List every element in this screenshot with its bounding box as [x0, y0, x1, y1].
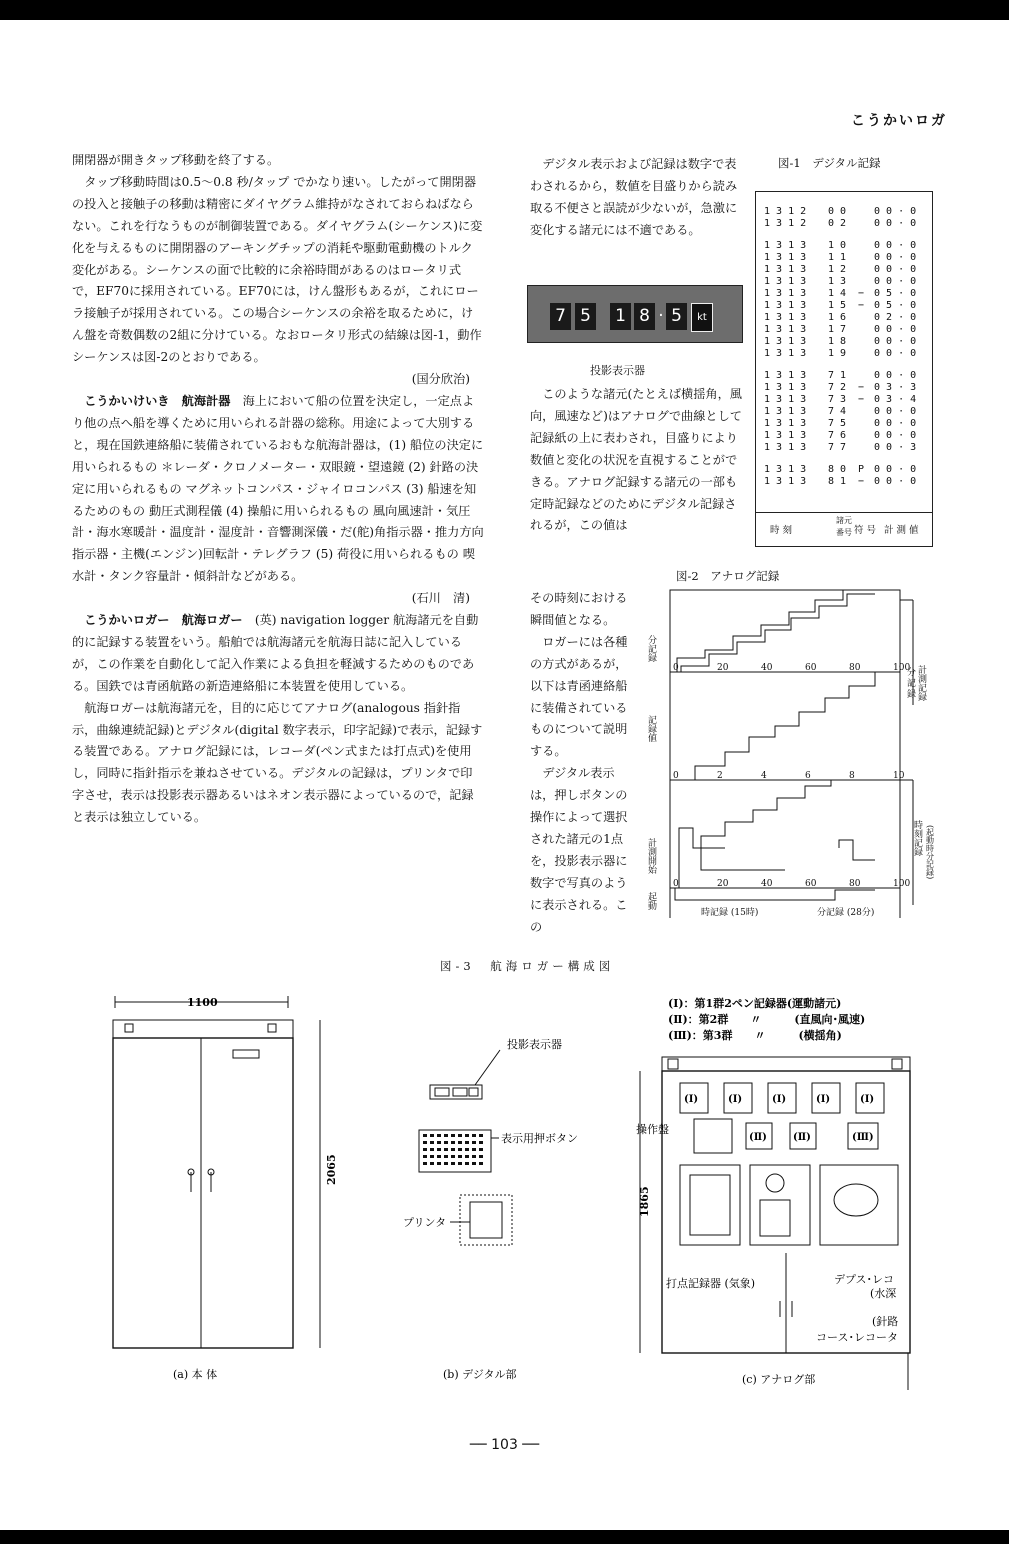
table-cell: 7 6	[828, 430, 847, 441]
display-digit: 8	[634, 303, 655, 330]
table-row	[756, 348, 932, 360]
author-credit: (石川 清)	[411, 591, 470, 606]
label-panel: 操作盤	[636, 1123, 669, 1136]
display-unit: kt	[691, 303, 713, 332]
scale-tick-label: 80	[849, 879, 861, 889]
display-digit: 7	[550, 303, 571, 330]
push-button-mark	[472, 1141, 476, 1144]
text-column-left	[72, 150, 484, 829]
table-cell	[858, 206, 864, 218]
table-cell: 1 2	[828, 264, 847, 275]
table-cell: 1 3	[828, 276, 847, 287]
push-button-mark	[458, 1141, 462, 1144]
push-button-mark	[479, 1148, 483, 1151]
paragraph: 開閉器が開きタップ移動を終了する。	[72, 153, 280, 167]
table-row	[756, 300, 932, 312]
table-cell: 0 0 · 0	[874, 476, 917, 487]
table-cell: 1 6	[828, 312, 847, 323]
scale-tick-label: 40	[761, 663, 773, 673]
table-cell: 1 3 1 3	[764, 252, 807, 263]
table-row	[756, 370, 932, 382]
table-cell: 7 2	[828, 382, 847, 393]
label-right-minute: 分	[907, 668, 917, 678]
push-button-mark	[423, 1148, 427, 1151]
scale-tick-label: 8	[849, 771, 855, 781]
label-right-record: 録	[907, 690, 917, 700]
label-projection-display: 投影表示器	[507, 1038, 562, 1051]
table-cell	[858, 264, 864, 276]
table-cell: 1 0	[828, 240, 847, 251]
table-cell: 0 0 · 0	[874, 430, 917, 441]
table-row	[756, 418, 932, 430]
figure-3-title: 図-3 航海ロガー構成図	[440, 959, 615, 973]
table-row	[756, 394, 932, 406]
box-label: (Ⅰ)	[728, 1094, 743, 1105]
label-minute-record: 分記録	[646, 635, 656, 662]
push-button-mark	[437, 1162, 441, 1165]
scale-tick-label: 2	[717, 771, 723, 781]
table-cell: 1 3 1 3	[764, 370, 807, 381]
push-button-mark	[465, 1141, 469, 1144]
push-button-mark	[430, 1155, 434, 1158]
push-button-mark	[472, 1155, 476, 1158]
table-cell: 0 0 · 0	[874, 348, 917, 359]
table-cell: 1 3 1 3	[764, 276, 807, 287]
scale-tick-label: 100	[893, 663, 911, 673]
push-button-mark	[437, 1141, 441, 1144]
push-button-mark	[458, 1148, 462, 1151]
footer-value: 計 測 値	[884, 525, 919, 536]
scale-tick-label: 10	[893, 771, 905, 781]
push-button-mark	[451, 1141, 455, 1144]
caption-b: (b) デジタル部	[443, 1368, 517, 1381]
table-cell: 0 3 · 3	[874, 382, 917, 393]
table-cell	[858, 430, 864, 442]
dimension-width: 1100	[187, 996, 218, 1009]
label-start: 起動	[646, 892, 656, 910]
entry-term: こうかいけいき 航海計器	[84, 393, 231, 408]
table-cell: 0 0 · 0	[874, 206, 917, 217]
push-button-mark	[465, 1148, 469, 1151]
table-cell: 0 0 · 0	[874, 336, 917, 347]
table-cell: 0 0 · 0	[874, 406, 917, 417]
table-row	[756, 206, 932, 218]
scale-tick-label: 20	[717, 663, 729, 673]
table-cell	[858, 418, 864, 430]
push-button-mark	[458, 1134, 462, 1137]
entry-body: 海上において船の位置を決定し，一定点より他の点へ船を導くために用いられる計器の総称。用途によって大別すると，現在国鉄連絡船に装備されているおもな航海計器は，(1) 船位の決定に用いられるもの ＊レーダ・クロノメーター・双眼鏡・望遠鏡 (2) 針路の決定に用いられるもの マグネットコンパス・ジャイロコンパス (3) 船速を知るためのもの 動圧式測程儀 (4) 操船に用いられるもの 風向風速計・気圧計・海水寒暖計・温度計・湿度計・音響測深儀・だ(舵)角指示器・推力方向指示器・主機(エンジン)回転計・テレグラフ (5) 荷役に用いられるもの 喫水計・タンク容量計・傾斜計などがある。	[72, 393, 484, 584]
table-cell: 0 0 · 0	[874, 464, 917, 475]
analog-unit-drawing	[620, 995, 920, 1395]
push-button-mark	[451, 1148, 455, 1151]
table-cell: 1 7	[828, 324, 847, 335]
table-cell: 1 3 1 3	[764, 264, 807, 275]
table-cell	[858, 406, 864, 418]
table-cell: 1 3 1 3	[764, 464, 807, 475]
table-cell: 0 0 · 0	[874, 276, 917, 287]
photo-caption: 投影表示器	[590, 364, 645, 377]
box-label: (Ⅰ)	[816, 1094, 831, 1105]
table-cell	[858, 276, 864, 288]
table-cell: 7 4	[828, 406, 847, 417]
push-button-mark	[465, 1134, 469, 1137]
label-hour-record: 時記録 (15時)	[701, 908, 759, 918]
label-record-value: 記録値	[646, 715, 656, 742]
table-cell: 1 8	[828, 336, 847, 347]
table-cell: 1 3 1 3	[764, 324, 807, 335]
table-cell: 1 3 1 3	[764, 300, 807, 311]
scale-tick-label: 20	[717, 879, 729, 889]
table-row	[756, 382, 932, 394]
projection-display-photo	[527, 285, 743, 343]
digital-record-table	[755, 191, 933, 547]
table-cell: 7 5	[828, 418, 847, 429]
scale-tick-label: 100	[893, 879, 911, 889]
box-label: (Ⅰ)	[684, 1094, 699, 1105]
push-button-mark	[465, 1162, 469, 1165]
label-measure-record: 計測記録	[916, 665, 926, 701]
table-cell	[858, 442, 864, 454]
table-cell: 0 2 · 0	[874, 312, 917, 323]
table-cell: 1 1	[828, 252, 847, 263]
box-label: (Ⅱ)	[749, 1132, 767, 1143]
scale-tick-label: 4	[761, 771, 767, 781]
push-button-mark	[458, 1162, 462, 1165]
table-cell: 1 3 1 3	[764, 442, 807, 453]
table-cell: 1 3 1 3	[764, 240, 807, 251]
text-column-middle	[530, 384, 742, 537]
table-cell: 1 3 1 3	[764, 394, 807, 405]
table-cell: 0 0 · 0	[874, 240, 917, 251]
label-measure-start: 計測開始	[646, 838, 656, 874]
figure-2-title: 図-2 アナログ記録	[676, 569, 780, 583]
push-button-mark	[465, 1155, 469, 1158]
footer-code: 諸元	[836, 516, 852, 525]
text-column-middle-top	[530, 154, 742, 242]
text-column-middle-bottom	[530, 588, 638, 939]
paragraph: このような諸元(たとえば横揺角，風向，風速など)はアナログで曲線として記録紙の上に表わされ，目盛りにより数値と変化の状況を直視することができる。アナログ記録する諸元の一部も定時記録などのためにデジタル記録されるが，この値は	[530, 387, 742, 533]
table-cell: −	[858, 394, 865, 405]
label-printer: プリンタ	[403, 1216, 447, 1229]
page-number: ── 103 ──	[469, 1437, 540, 1453]
label-course-recorder: コース･レコータ	[816, 1331, 898, 1344]
legend-line-2: (Ⅱ)：第2群 〃 (直風向･風速)	[668, 1013, 866, 1026]
table-row	[756, 406, 932, 418]
running-header: こうかいロガ	[851, 113, 947, 129]
table-row	[756, 288, 932, 300]
author-credit: (国分欣治)	[411, 372, 470, 387]
table-cell	[858, 252, 864, 264]
push-button-mark	[437, 1148, 441, 1151]
scale-tick-label: 0	[673, 879, 679, 889]
entry-koukailogger	[72, 610, 484, 698]
table-cell: 1 3 1 3	[764, 430, 807, 441]
label-depth-recorder: デプス･レコ	[834, 1273, 895, 1286]
table-cell: 7 3	[828, 394, 847, 405]
table-cell: 0 2	[828, 218, 847, 229]
display-digit: 5	[575, 303, 596, 330]
box-label: (Ⅰ)	[860, 1094, 875, 1105]
table-cell: 0 0 · 0	[874, 418, 917, 429]
table-row	[756, 312, 932, 324]
legend-line-3: (Ⅲ)：第3群 〃 (横揺角)	[668, 1029, 842, 1042]
table-cell: 0 0 · 3	[874, 442, 917, 453]
push-button-mark	[479, 1141, 483, 1144]
push-button-mark	[430, 1134, 434, 1137]
push-button-mark	[472, 1148, 476, 1151]
label-time-record: 時刻記録	[912, 820, 922, 856]
legend-line-1: (Ⅰ)：第1群2ペン記録器(運動諸元)	[668, 997, 842, 1010]
table-row	[756, 276, 932, 288]
table-cell: 1 3 1 3	[764, 418, 807, 429]
label-course: (針路	[872, 1315, 899, 1328]
display-digit: 1	[610, 303, 631, 330]
label-buttons: 表示用押ボタン	[501, 1132, 578, 1145]
table-cell: −	[858, 300, 865, 311]
table-cell: 1 4	[828, 288, 847, 299]
entry-body: (英) navigation logger 航海諸元を自動的に記録する装置をいう。船舶では航海諸元を航海日誌に記入しているが，この作業を自動化して記入作業による負担を軽減するためのものである。国鉄では青函航路の新造連絡船に本装置を使用している。	[72, 613, 479, 693]
push-button-mark	[444, 1148, 448, 1151]
top-border	[0, 0, 1009, 20]
push-button-mark	[479, 1134, 483, 1137]
paragraph: その時刻における瞬間値となる。	[530, 591, 628, 627]
table-row	[756, 240, 932, 252]
push-button-mark	[472, 1134, 476, 1137]
table-cell: 0 0 · 0	[874, 370, 917, 381]
label-minute-record-bottom: 分記録 (28分)	[817, 908, 875, 918]
push-button-mark	[430, 1148, 434, 1151]
table-cell: 7 1	[828, 370, 847, 381]
push-button-mark	[423, 1162, 427, 1165]
table-cell	[858, 370, 864, 382]
table-cell: −	[858, 382, 865, 393]
push-button-mark	[444, 1155, 448, 1158]
push-button-mark	[430, 1162, 434, 1165]
push-button-mark	[444, 1141, 448, 1144]
figure-1-title: 図-1 デジタル記録	[778, 156, 881, 170]
table-row	[756, 264, 932, 276]
push-button-mark	[423, 1134, 427, 1137]
table-cell: 8 0	[828, 464, 847, 475]
table-cell: 1 9	[828, 348, 847, 359]
table-cell: 0 0 · 0	[874, 264, 917, 275]
scale-tick-label: 0	[673, 663, 679, 673]
bottom-border	[0, 1530, 1009, 1544]
paragraph: デジタル表示および記録は数字で表わされるから，数値を目盛りから読み取る不便さと誤読が少ないが，急激に変化する諸元には不適である。	[530, 157, 738, 237]
table-footer	[756, 512, 932, 547]
push-button-mark	[423, 1155, 427, 1158]
box-label: (Ⅲ)	[852, 1132, 874, 1143]
display-digit: 5	[666, 303, 687, 330]
table-cell: 0 0 · 0	[874, 324, 917, 335]
table-cell: 1 5	[828, 300, 847, 311]
table-cell: 1 3 1 3	[764, 406, 807, 417]
label-dot-recorder: 打点記録器 (気象)	[666, 1277, 756, 1290]
push-button-mark	[451, 1134, 455, 1137]
scale-tick-label: 60	[805, 663, 817, 673]
entry-term: こうかいロガー 航海ロガー	[84, 613, 243, 628]
dimension-height: 2065	[325, 1154, 338, 1185]
push-button-mark	[479, 1155, 483, 1158]
table-cell: 0 0	[828, 206, 847, 217]
scale-tick-label: 60	[805, 879, 817, 889]
scale-tick-label: 80	[849, 663, 861, 673]
table-cell: 0 0 · 0	[874, 252, 917, 263]
label-depth: (水深	[870, 1287, 897, 1300]
table-row	[756, 218, 932, 230]
table-cell	[858, 312, 864, 324]
table-cell: −	[858, 288, 865, 299]
table-cell: 0 0 · 0	[874, 218, 917, 229]
scale-tick-label: 6	[805, 771, 811, 781]
push-button-mark	[451, 1162, 455, 1165]
push-button-mark	[437, 1155, 441, 1158]
table-cell: 0 5 · 0	[874, 288, 917, 299]
entry-koukaikeiki	[72, 391, 484, 588]
scale-tick-label: 40	[761, 879, 773, 889]
table-cell	[858, 348, 864, 360]
table-cell: 1 3 1 2	[764, 218, 807, 229]
table-cell	[858, 218, 864, 230]
table-cell: 1 3 1 3	[764, 288, 807, 299]
caption-a: (a) 本 体	[173, 1368, 218, 1381]
table-cell: −	[858, 476, 865, 487]
push-button-mark	[444, 1162, 448, 1165]
table-cell: 0 5 · 0	[874, 300, 917, 311]
push-button-mark	[451, 1155, 455, 1158]
scale-tick-label: 0	[673, 771, 679, 781]
table-row	[756, 464, 932, 476]
table-cell: 7 7	[828, 442, 847, 453]
paragraph: ロガーには各種の方式があるが，以下は青函連絡船に装備されているものについて説明する。	[530, 634, 628, 759]
analog-record-diagram	[645, 580, 940, 925]
table-cell: 1 3 1 2	[764, 206, 807, 217]
table-cell: 1 3 1 3	[764, 476, 807, 487]
push-button-mark	[458, 1155, 462, 1158]
push-button-mark	[437, 1134, 441, 1137]
table-cell: 8 1	[828, 476, 847, 487]
footer-time: 時 刻	[770, 525, 793, 536]
push-button-mark	[444, 1134, 448, 1137]
main-body-drawing	[105, 990, 338, 1390]
box-label: (Ⅰ)	[772, 1094, 787, 1105]
footer-code: 番号	[836, 528, 852, 537]
table-cell	[858, 240, 864, 252]
dimension-height-c: 1865	[638, 1186, 651, 1217]
push-button-mark	[479, 1162, 483, 1165]
table-row	[756, 442, 932, 454]
digital-unit-drawing	[395, 1030, 605, 1390]
label-right-record: 記	[907, 679, 917, 689]
table-row	[756, 336, 932, 348]
paragraph: デジタル表示は，押しボタンの操作によって選択された諸元の1点を，投影表示器に数字で写真のように表示される。この	[530, 766, 628, 934]
table-cell	[858, 324, 864, 336]
display-dot: ·	[658, 306, 664, 326]
box-label: (Ⅱ)	[793, 1132, 811, 1143]
table-cell: 1 3 1 3	[764, 382, 807, 393]
push-button-mark	[423, 1141, 427, 1144]
table-row	[756, 430, 932, 442]
table-cell: 1 3 1 3	[764, 336, 807, 347]
table-cell: 0 3 · 4	[874, 394, 917, 405]
paragraph: 航海ロガーは航海諸元を，目的に応じてアナログ(analogous 指針指示，曲線連続記録)とデジタル(digital 数字表示，印字記録)で表示，記録する装置である。アナログ記録には，レコーダ(ペン式または打点式)を使用し，同時に指針指示を兼ねさせている。デジタルの記録は，プリンタで印字させ，表示は投影表示器あるいはネオン表示器によっているので，記録と表示は独立している。	[72, 700, 483, 825]
table-cell: 1 3 1 3	[764, 312, 807, 323]
push-button-mark	[472, 1162, 476, 1165]
push-button-mark	[430, 1141, 434, 1144]
paragraph: タップ移動時間は0.5～0.8 秒/タップ でかなり速い。したがって開閉器の投入と接触子の移動は精密にダイヤグラム維持がなされておらねばならない。これを行なうものが制御装置である。ダイヤグラム(シーケンス)に変化を与えるものに開閉器のアーキングチップの消耗や駆動電動機のトルク変化がある。シーケンスの面で比較的に余裕時間があるのはロータリ式で，EF70に採用されている。EF70には，けん盤形もあるが，これにローラ接触子が採用されている。この場合シーケンスの余裕を取るために，けん盤を奇数偶数の2組に分けている。なおロータリ形式の結線は図-1，動作シーケンスは図-2のとおりである。	[72, 174, 483, 365]
table-cell: 1 3 1 3	[764, 348, 807, 359]
footer-sign: 符 号	[854, 525, 877, 536]
page-number-value: 103	[491, 1437, 518, 1453]
table-row	[756, 252, 932, 264]
table-row	[756, 476, 932, 488]
label-start-time-record: (起動時分記録)	[925, 825, 935, 880]
table-row	[756, 324, 932, 336]
table-cell: P	[858, 464, 865, 475]
table-cell	[858, 336, 864, 348]
caption-c: (c) アナログ部	[742, 1373, 816, 1386]
